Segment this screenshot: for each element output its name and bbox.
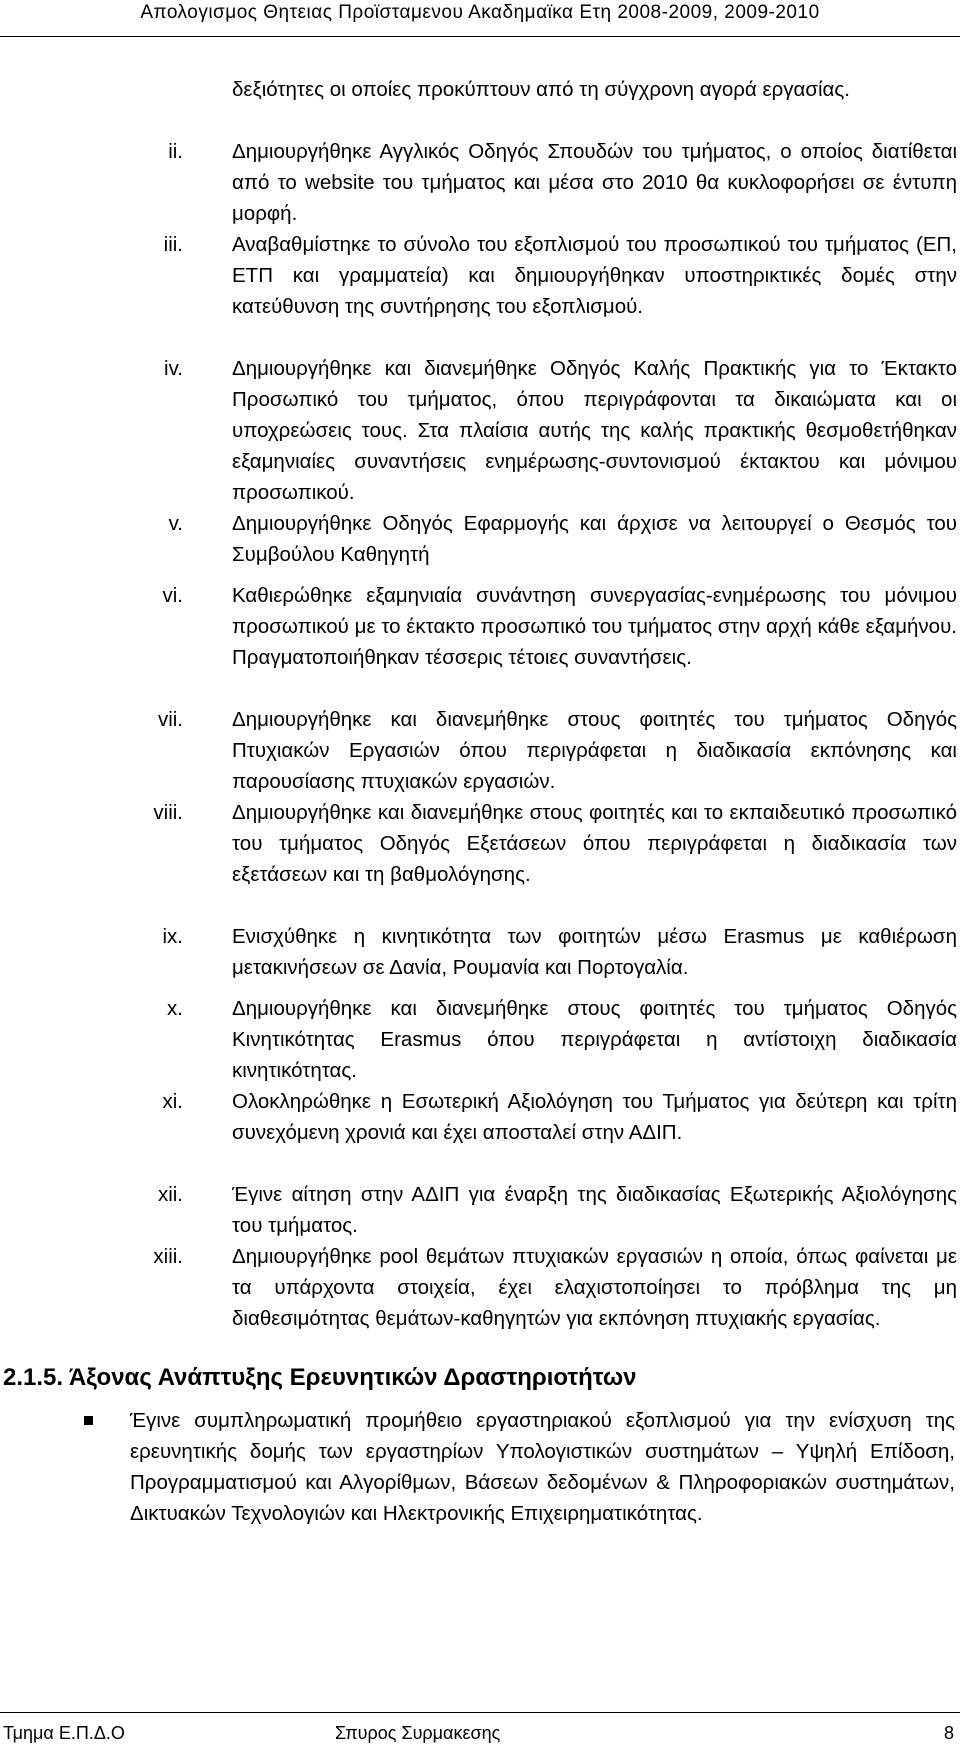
list-item-text: Καθιερώθηκε εξαμηνιαία συνάντηση συνεργασίας-ενημέρωσης του μόνιμου προσωπικού με το έκτακτο προσωπικό του τμήματος στην αρχή κάθε εξαμήνου. Πραγματοποιήθηκαν τέσσερις τέτοιες συναντήσεις. xyxy=(232,584,957,669)
list-item-text: Ενισχύθηκε η κινητικότητα των φοιτητών μέσω Erasmus με καθιέρωση μετακινήσεων σε Δανία, Ρουμανία και Πορτογαλία. xyxy=(232,925,957,979)
list-item-text: Δημιουργήθηκε Οδηγός Εφαρμογής και άρχισε να λειτουργεί ο Θεσμός του Συμβούλου Καθηγητή xyxy=(232,512,957,566)
list-item-text: Έγινε αίτηση στην ΑΔΙΠ για έναρξη της διαδικασίας Εξωτερικής Αξιολόγησης του τμήματος. xyxy=(232,1183,957,1237)
list-item-number: viii. xyxy=(153,801,183,824)
continuation-paragraph: δεξιότητες οι οποίες προκύπτουν από τη σύγχρονη αγορά εργασίας. xyxy=(232,78,850,101)
list-item-number: v. xyxy=(168,512,183,535)
list-item-text: Δημιουργήθηκε και διανεμήθηκε στους φοιτητές του τμήματος Οδηγός Πτυχιακών Εργασιών όπου περιγράφεται η διαδικασία εκπόνησης και παρουσίασης πτυχιακών εργασιών. xyxy=(232,708,957,793)
list-item-number: xii. xyxy=(157,1183,183,1206)
page-footer xyxy=(0,1712,960,1749)
list-item-number: vi. xyxy=(162,584,183,607)
list-item-number: xiii. xyxy=(153,1245,183,1268)
section-heading: 2.1.5. Άξονας Ανάπτυξης Ερευνητικών Δραστηριοτήτων xyxy=(3,1364,637,1391)
list-item-text: Δημιουργήθηκε pool θεμάτων πτυχιακών εργασιών η οποία, όπως φαίνεται με τα υπάρχοντα στοιχεία, έχει ελαχιστοποίησει το πρόβλημα της μη διαθεσιμότητας θεμάτων-καθηγητών για εκπόνηση πτυχιακής εργασίας. xyxy=(232,1245,957,1330)
list-item-text: Δημιουργήθηκε Αγγλικός Οδηγός Σπουδών του τμήματος, ο οποίος διατίθεται από το website του τμήματος και μέσα στο 2010 θα κυκλοφορήσει σε έντυπη μορφή. xyxy=(232,140,957,225)
list-item-text: Ολοκληρώθηκε η Εσωτερική Αξιολόγηση του Τμήματος για δεύτερη και τρίτη συνεχόμενη χρονιά και έχει αποσταλεί στην ΑΔΙΠ. xyxy=(232,1090,957,1144)
list-item-number: vii. xyxy=(157,708,183,731)
footer-author: Σπυρος Συρμακεσης xyxy=(335,1723,501,1743)
list-item-text: Αναβαθμίστηκε το σύνολο του εξοπλισμού του προσωπικού του τμήματος (ΕΠ, ΕΤΠ και γραμματεία) και δημιουργήθηκαν υποστηρικτικές δομές στην κατεύθυνση της συντήρησης του εξοπλισμού. xyxy=(232,233,957,318)
bullet-text: Έγινε συμπληρωματική προμήθειο εργαστηριακού εξοπλισμού για την ενίσχυση της ερευνητικής δομής των εργαστηρίων Υπολογιστικών συστημάτων – Υψηλή Επίδοση, Προγραμματισμού και Αλγορίθμων, Βάσεων δεδομένων & Πληροφοριακών συστημάτων, Δικτυακών Τεχνολογιών και Ηλεκτρονικής Επιχειρηματικότητας. xyxy=(130,1409,955,1525)
list-item-text: Δημιουργήθηκε και διανεμήθηκε στους φοιτητές και το εκπαιδευτικό προσωπικό του τμήματος Οδηγός Εξετάσεων όπου περιγράφεται η διαδικασία των εξετάσεων και τη βαθμολόγησης. xyxy=(232,801,957,886)
page-number: 8 xyxy=(943,1723,954,1743)
list-item-number: xi. xyxy=(162,1090,183,1113)
list-item-number: iv. xyxy=(164,357,183,380)
list-item-text: Δημιουργήθηκε και διανεμήθηκε στους φοιτητές του τμήματος Οδηγός Κινητικότητας Erasmus όπου περιγράφεται η αντίστοιχη διαδικασία κινητικότητας. xyxy=(232,997,957,1082)
list-item-number: ii. xyxy=(168,140,183,163)
page-header xyxy=(0,0,960,37)
square-bullet-icon xyxy=(84,1416,93,1425)
list-item-number: iii. xyxy=(163,233,183,256)
list-item-text: Δημιουργήθηκε και διανεμήθηκε Οδηγός Καλής Πρακτικής για το Έκτακτο Προσωπικό του τμήματος, όπου περιγράφονται τα δικαιώματα και οι υποχρεώσεις τους. Στα πλαίσια αυτής της καλής πρακτικής θεσμοθετήθηκαν εξαμηνιαίες συναντήσεις ενημέρωσης-συντονισμού έκτακτου και μόνιμου προσωπικού. xyxy=(232,357,957,504)
header-title: Απολογισμος Θητειας Προϊσταμενου Ακαδημαϊκα Ετη 2008-2009, 2009-2010 xyxy=(140,2,820,23)
list-item-number: ix. xyxy=(162,925,183,948)
footer-department: Τμημα Ε.Π.Δ.Ο xyxy=(3,1723,125,1743)
list-item-number: x. xyxy=(167,997,183,1020)
